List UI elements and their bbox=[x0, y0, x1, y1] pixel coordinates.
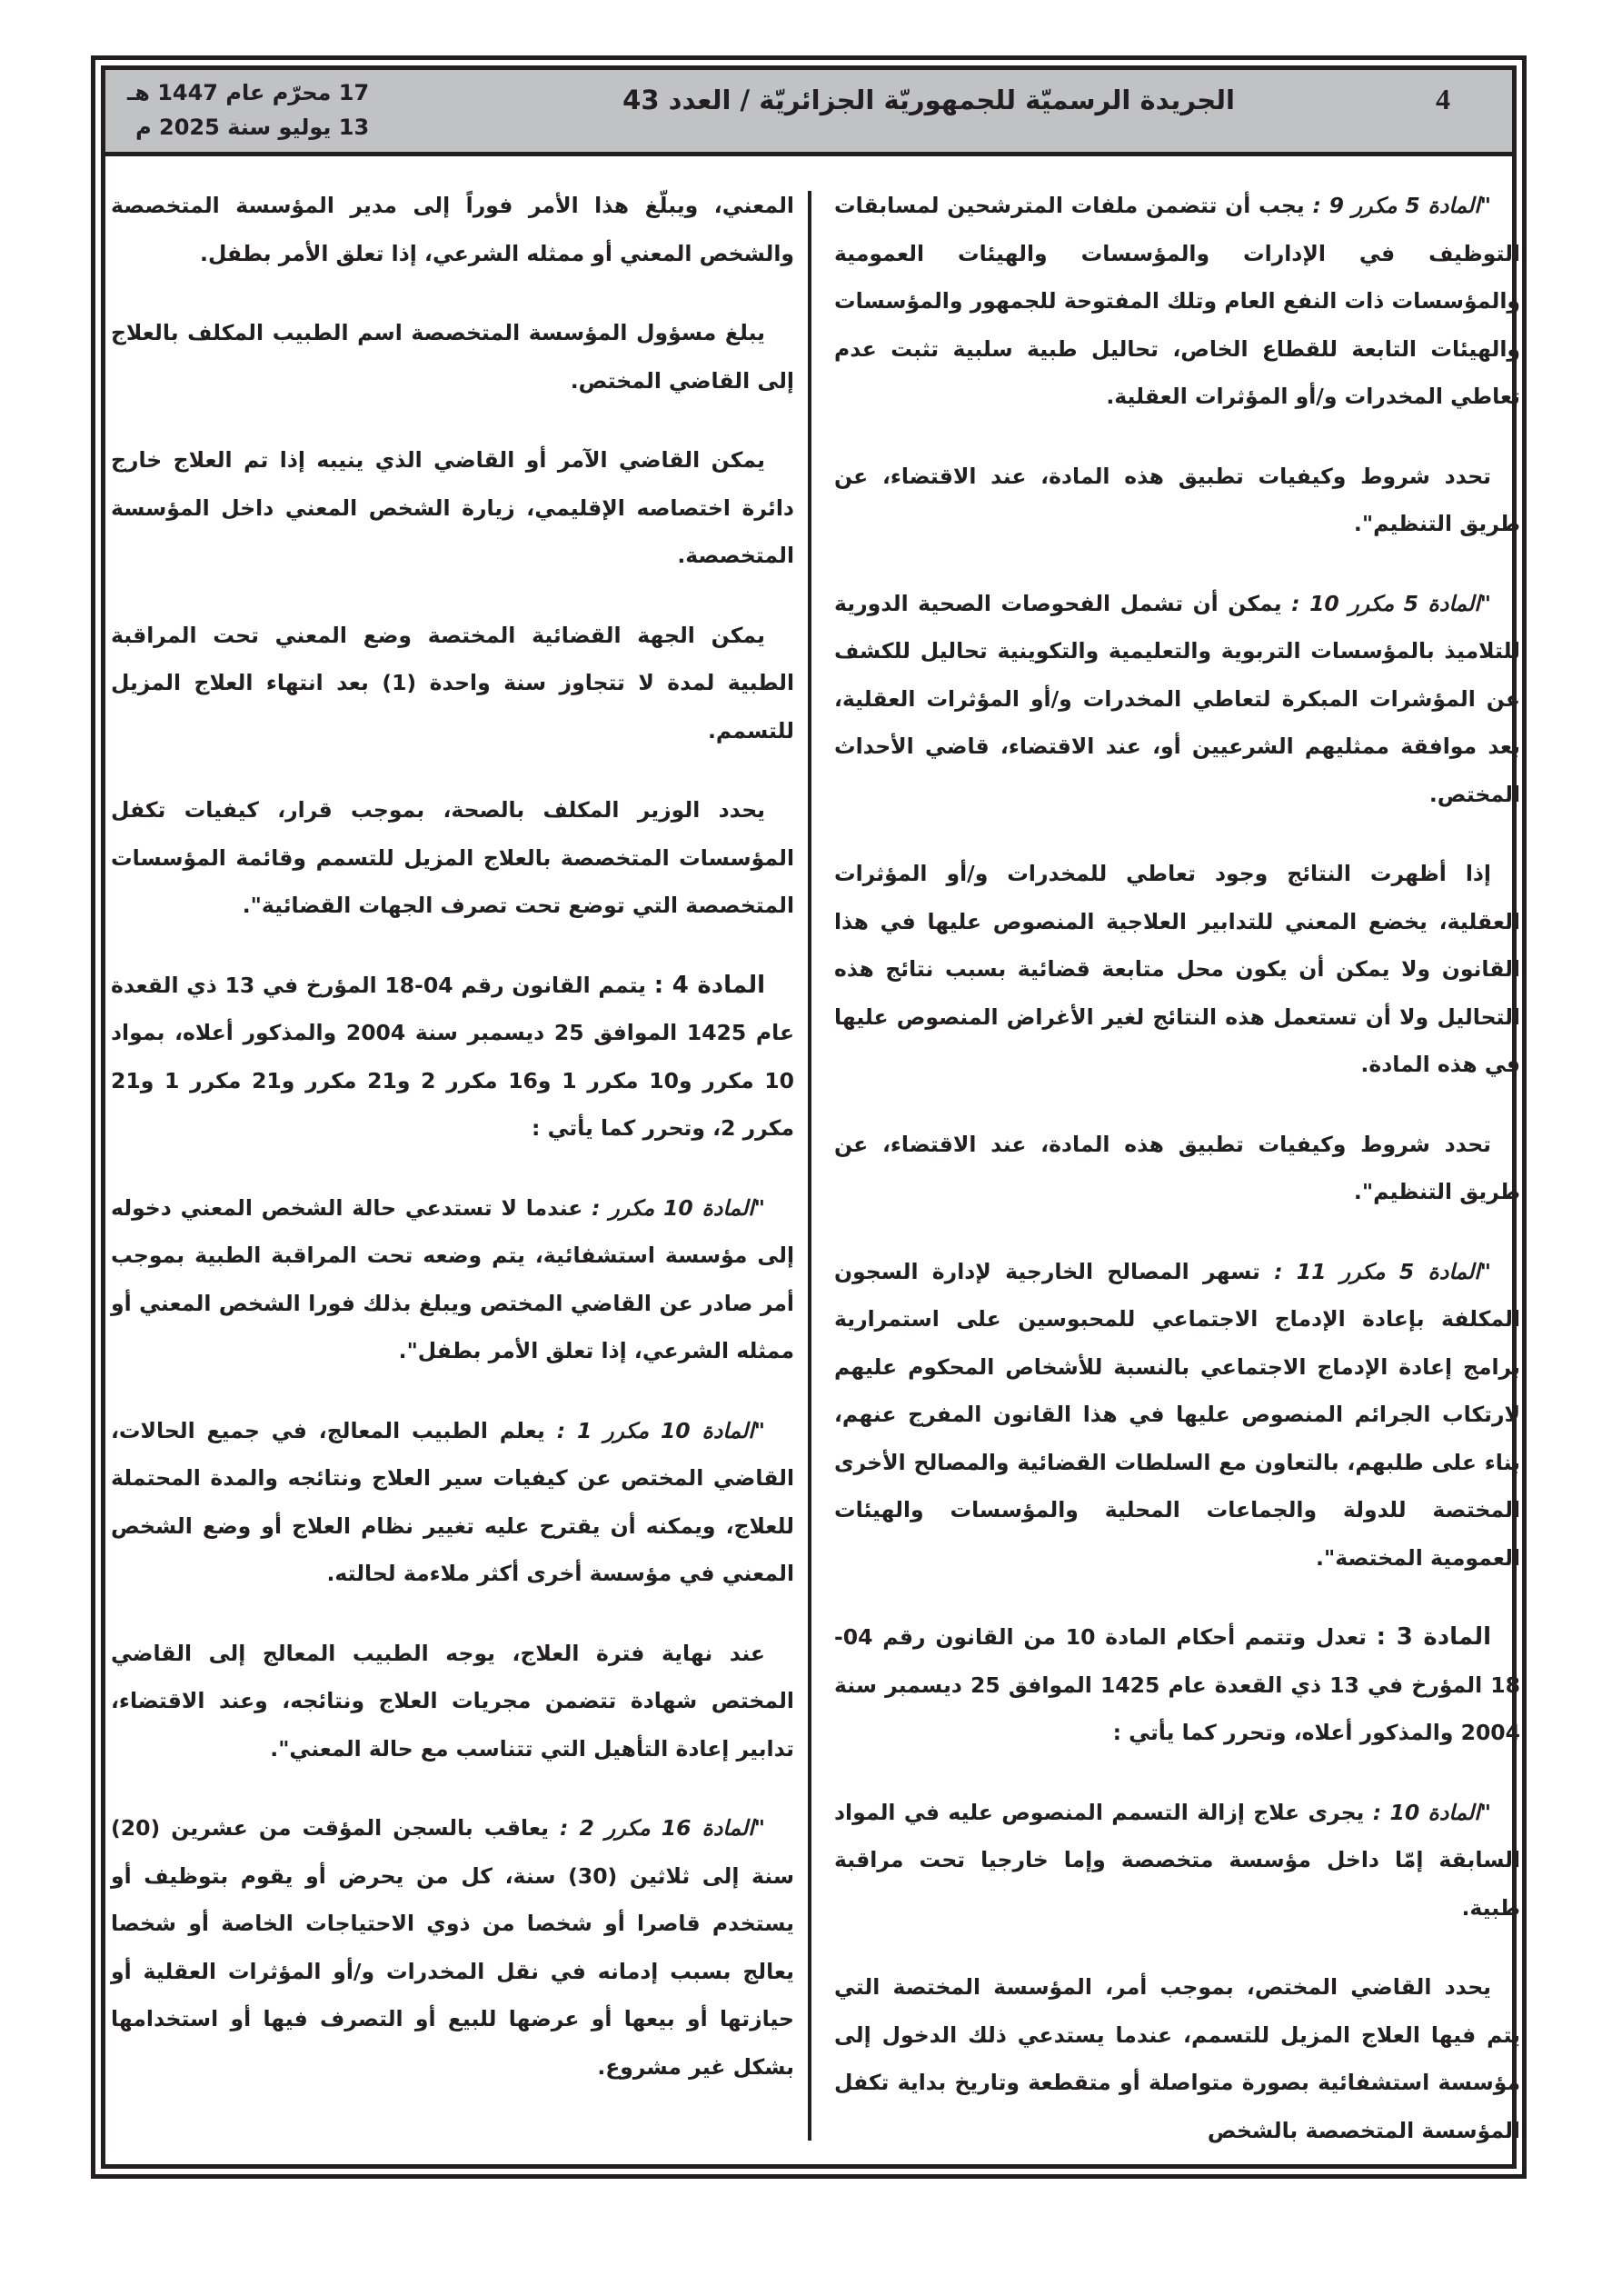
page-number: 4 bbox=[1436, 83, 1450, 115]
paragraph bbox=[111, 786, 794, 930]
left-column bbox=[111, 182, 794, 2122]
paragraph-text: يحدد القاضي المختص، بموجب أمر، المؤسسة المختصة التي يتم فيها العلاج المزيل للتسمم، عندما يستدعي ذلك الدخول إلى مؤسسة استشفائية بصورة متواصلة أو متقطعة وتاريخ بداية تكفل المؤسسة المتخصصة بالشخص bbox=[834, 1974, 1520, 2143]
article-16-bis-2 bbox=[111, 1804, 794, 2091]
article-5-bis-10 bbox=[834, 580, 1520, 819]
article-ref: "المادة 10 : bbox=[1372, 1799, 1491, 1825]
paragraph bbox=[111, 612, 794, 755]
article-ref: "المادة 10 مكرر 1 : bbox=[556, 1417, 765, 1443]
paragraph bbox=[834, 1963, 1520, 2154]
article-heading: المادة 4 : bbox=[653, 971, 765, 999]
paragraph-text: يعاقب بالسجن المؤقت من عشرين (20) سنة إلى ثلاثين (30) سنة، كل من يحرض أو يقوم بتوظيف أو يستخدم قاصرا أو شخصا من ذوي الاحتياجات الخاصة أو شخصا يعالج بسبب إدمانه في نقل المخدرات و/أو المؤثرات العقلية أو حيازتها أو بيعها أو عرضها للبيع أو التصرف فيها أو استخدامها بشكل غير مشروع. bbox=[111, 1815, 795, 2080]
article-ref: "المادة 5 مكرر 9 : bbox=[1312, 193, 1491, 218]
paragraph bbox=[834, 850, 1520, 1089]
paragraph-text: يحدد الوزير المكلف بالصحة، بموجب قرار، كيفيات تكفل المؤسسات المتخصصة بالعلاج المزيل للتسمم وقائمة المؤسسات المتخصصة التي توضع تحت تصرف الجهات القضائية". bbox=[111, 797, 794, 918]
paragraph-text: تحدد شروط وكيفيات تطبيق هذه المادة، عند الاقتضاء، عن طريق التنظيم". bbox=[834, 463, 1520, 536]
article-4 bbox=[111, 962, 794, 1153]
paragraph-text: يتمم القانون رقم 04-18 المؤرخ في 13 ذي القعدة عام 1425 الموافق 25 ديسمبر سنة 2004 والمذكور أعلاه، بمواد 10 مكرر و10 مكرر 1 و16 مكرر 2 و21 مكرر و21 مكرر 1 و21 مكرر 2، وتحرر كما يأتي : bbox=[111, 972, 795, 1141]
paragraph bbox=[111, 309, 794, 404]
article-ref: "المادة 10 مكرر : bbox=[592, 1194, 766, 1221]
paragraph bbox=[111, 1630, 794, 1773]
paragraph-text: إذا أظهرت النتائج وجود تعاطي للمخدرات و/أو المؤثرات العقلية، يخضع المعني للتدابير العلاجية المنصوص عليها في هذا القانون ولا يمكن أن يكون محل متابعة قضائية بسبب نتائج هذه التحاليل ولا أن تستعمل هذه النتائج لغير الأغراض المنصوص عليها في هذه المادة. bbox=[834, 861, 1520, 1077]
article-ref: "المادة 5 مكرر 11 : bbox=[1274, 1258, 1491, 1284]
article-heading: المادة 3 : bbox=[1376, 1623, 1491, 1651]
paragraph-text: تسهر المصالح الخارجية لإدارة السجون المكلفة بإعادة الإدماج الاجتماعي للمحبوسين على استمرارية برامج إعادة الإدماج الاجتماعي بالنسبة للأشخاص المحكوم عليهم لارتكاب الجرائم المنصوص عليها في هذا القانون المفرج عنهم، بناء على طلبهم، بالتعاون مع السلطات القضائية والمصالح الأخرى المختصة للدولة والجماعات المحلية والمؤسسات والهيئات العمومية المختصة". bbox=[834, 1258, 1520, 1571]
paragraph-text: يبلغ مسؤول المؤسسة المتخصصة اسم الطبيب المكلف بالعلاج إلى القاضي المختص. bbox=[111, 320, 794, 394]
paragraph-text: يجرى علاج إزالة التسمم المنصوص عليه في المواد السابقة إمّا داخل مؤسسة متخصصة وإما خارجيا تحت مراقبة طبية. bbox=[834, 1799, 1520, 1921]
right-column bbox=[834, 182, 1520, 2186]
paragraph-text: يعلم الطبيب المعالج، في جميع الحالات، القاضي المختص عن كيفيات سير العلاج ونتائجه والمدة المحتملة للعلاج، ويمكنه أن يقترح عليه تغيير نظام العلاج أو وضع الشخص المعني في مؤسسة أخرى أكثر ملاءمة لحالته. bbox=[111, 1417, 794, 1586]
article-10-bis-1 bbox=[111, 1407, 794, 1598]
gazette-title: الجريدة الرسميّة للجمهوريّة الجزائريّة / العدد 43 bbox=[622, 85, 1235, 115]
article-ref: "المادة 16 مكرر 2 : bbox=[560, 1815, 765, 1841]
paragraph bbox=[834, 1121, 1520, 1216]
paragraph bbox=[111, 436, 794, 580]
article-10-bis bbox=[111, 1184, 794, 1375]
date-hijri: 17 محرّم عام 1447 هـ bbox=[127, 80, 370, 105]
date-gregorian: 13 يوليو سنة 2025 م bbox=[135, 115, 370, 140]
article-3 bbox=[834, 1613, 1520, 1757]
paragraph-text: المعني، ويبلّغ هذا الأمر فوراً إلى مدير المؤسسة المتخصصة والشخص المعني أو ممثله الشرعي، إذا تعلق الأمر بطفل. bbox=[111, 193, 794, 266]
article-10 bbox=[834, 1789, 1520, 1932]
issue-date bbox=[127, 75, 369, 145]
paragraph-text: يمكن القاضي الآمر أو القاضي الذي ينيبه إذا تم العلاج خارج دائرة اختصاصه الإقليمي، زيارة الشخص المعني داخل المؤسسة المتخصصة. bbox=[111, 447, 794, 568]
paragraph bbox=[834, 453, 1520, 548]
paragraph-text: يمكن الجهة القضائية المختصة وضع المعني تحت المراقبة الطبية لمدة لا تتجاوز سنة واحدة (1) بعد انتهاء العلاج المزيل للتسمم. bbox=[111, 622, 794, 744]
paragraph-text: تعدل وتتمم أحكام المادة 10 من القانون رقم 04-18 المؤرخ في 13 ذي القعدة عام 1425 الموافق 25 ديسمبر سنة 2004 والمذكور أعلاه، وتحرر كما يأتي : bbox=[834, 1624, 1520, 1745]
paragraph-text: يجب أن تتضمن ملفات المترشحين لمسابقات التوظيف في الإدارات والمؤسسات والهيئات العمومية والمؤسسات ذات النفع العام وتلك المفتوحة للجمهور والمؤسسات والهيئات التابعة للقطاع الخاص، تحاليل طبية سلبية تثبت عدم تعاطي المخدرات و/أو المؤثرات العقلية. bbox=[834, 193, 1520, 409]
paragraph-text: تحدد شروط وكيفيات تطبيق هذه المادة، عند الاقتضاء، عن طريق التنظيم". bbox=[834, 1131, 1520, 1204]
paragraph-text: يمكن أن تشمل الفحوصات الصحية الدورية للتلاميذ بالمؤسسات التربوية والتعليمية والتكوينية تحاليل للكشف عن المؤشرات المبكرة لتعاطي المخدرات و/أو المؤثرات العقلية، بعد موافقة ممثليهم الشرعيين أو، عند الاقتضاء، قاضي الأحداث المختص. bbox=[834, 590, 1520, 807]
paragraph-text: عندما لا تستدعي حالة الشخص المعني دخوله إلى مؤسسة استشفائية، يتم وضعه تحت المراقبة الطبية بموجب أمر صادر عن القاضي المختص ويبلغ بذلك فورا الشخص المعني أو ممثله الشرعي، إذا تعلق الأمر بطفل". bbox=[111, 1194, 794, 1363]
article-ref: "المادة 5 مكرر 10 : bbox=[1291, 590, 1491, 616]
page-header bbox=[105, 70, 1512, 156]
article-5-bis-11 bbox=[834, 1248, 1520, 1582]
paragraph-text: عند نهاية فترة العلاج، يوجه الطبيب المعالج إلى القاضي المختص شهادة تتضمن مجريات العلاج ونتائجه، وعند الاقتضاء، تدابير إعادة التأهيل التي تتناسب مع حالة المعني". bbox=[111, 1640, 794, 1762]
column-divider bbox=[808, 191, 811, 2141]
article-5-bis-9 bbox=[834, 182, 1520, 421]
paragraph-continued bbox=[111, 182, 794, 277]
